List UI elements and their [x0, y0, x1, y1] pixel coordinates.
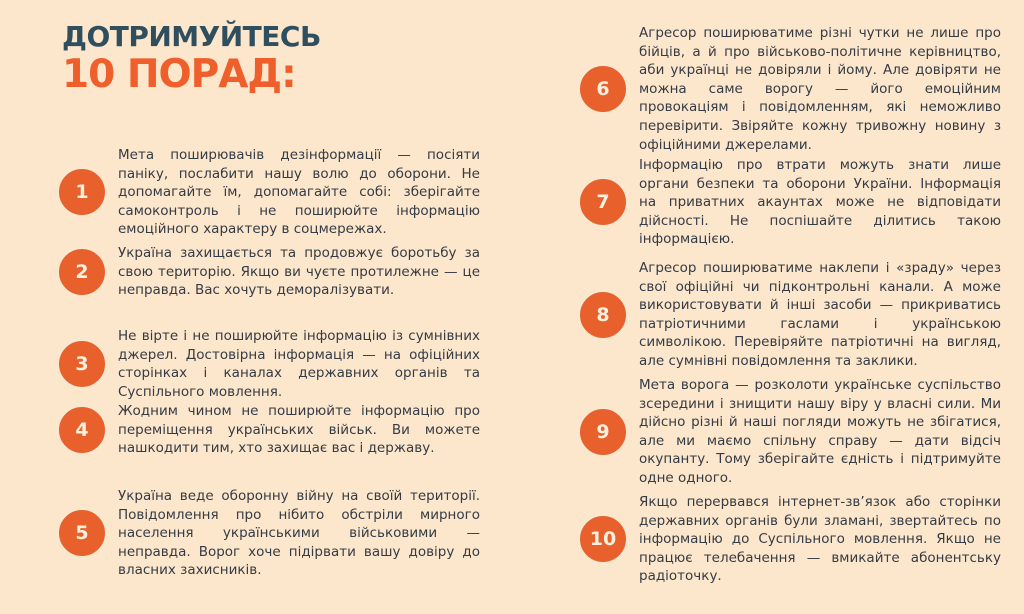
page-subtitle: 10 ПОРАД:	[62, 51, 296, 97]
tip-text: Україна захищається та продовжує боротьбу за свою територію. Якщо ви чуєте протилежне — це неправда. Вас хочуть деморалізувати.	[118, 245, 480, 299]
tip-text: Мета ворога — розколоти українське суспільство зсередини і знищити нашу віру у власні сили. Ми дійсно різні й наші погляди можуть не збігатися, але ми маємо спільну справу — дати відсіч окупанту. Тому зберігайте єдність і підтримуйте одне одного.	[639, 377, 1001, 486]
tip-number: 7	[596, 191, 610, 214]
page-title: ДОТРИМУЙТЕСЬ	[62, 20, 321, 53]
tip-item-5	[57, 487, 480, 580]
tip-text: Не вірте і не поширюйте інформацію із сумнівних джерел. Достовірна інформація — на офіційних сторінках і каналах державних органів та Суспільного мовлення.	[118, 328, 480, 400]
tip-number-badge	[57, 339, 107, 389]
tip-item-10	[578, 493, 1001, 586]
title-block	[62, 22, 321, 96]
tip-text: Агресор поширюватиме наклепи і «зраду» через свої офіційні чи підконтрольні канали. А може використовувати й інші засоби — прикриватись патріотичними гаслами і українською символікою. Перевіряйте патріотичні на вигляд, але сумнівні повідомлення та заклики.	[639, 260, 1001, 369]
tip-number-badge	[57, 508, 107, 558]
tip-number: 3	[75, 353, 89, 376]
tip-number-badge	[578, 290, 628, 340]
tip-text: Якщо перервався інтернет-зв’язок або сторінки державних органів були зламані, звертайтесь по інформацію до Суспільного мовлення. Якщо не працює телебачення — вмикайте абонентську радіоточку.	[639, 494, 1001, 585]
tip-number-badge	[57, 167, 107, 217]
tip-number: 4	[75, 418, 89, 441]
tip-number-badge	[57, 247, 107, 297]
tip-item-4	[57, 402, 480, 458]
tip-item-2	[57, 244, 480, 300]
tip-number-badge	[578, 514, 628, 564]
tip-item-1	[57, 146, 480, 239]
tip-number-badge	[578, 177, 628, 227]
tip-item-3	[57, 327, 480, 401]
tip-text: Агресор поширюватиме різні чутки не лише про бійців, а й про військово-політичне керівництво, аби українці не довіряли і йому. Але довіряти не можна саме ворогу — його емоційним провокаціям і повідомленням, які неможливо перевірити. Звіряйте кожну тривожну новину з офіційними джерелами.	[639, 25, 1001, 153]
tip-item-6	[578, 24, 1001, 154]
tip-number-badge	[578, 64, 628, 114]
tip-item-9	[578, 376, 1001, 488]
tip-number: 6	[596, 78, 610, 101]
tip-number: 5	[75, 522, 89, 545]
tip-number-badge	[578, 407, 628, 457]
tip-item-7	[578, 156, 1001, 249]
tip-text: Інформацію про втрати можуть знати лише органи безпеки та оборони України. Інформація на приватних акаунтах може не відповідати дійсності. Не поспішайте ділитись такою інформацією.	[639, 157, 1001, 248]
tip-item-8	[578, 259, 1001, 371]
tip-text: Мета поширювачів дезінформації — посіяти паніку, послабити нашу волю до оборони. Не допомагайте їм, допомагайте собі: зберігайте самоконтроль і не поширюйте інформацію емоційного характеру в соцмережах.	[118, 147, 480, 238]
tip-text: Україна веде оборонну війну на своїй території. Повідомлення про нібито обстріли мирного населення українськими військовими — неправда. Ворог хоче підірвати вашу довіру до власних захисників.	[118, 488, 480, 579]
tip-number: 8	[596, 303, 610, 326]
tip-number: 1	[75, 181, 89, 204]
tip-number: 10	[589, 528, 617, 551]
tip-text: Жодним чином не поширюйте інформацію про переміщення українських військ. Ви можете нашкодити тим, хто захищає вас і державу.	[118, 403, 480, 457]
tip-number: 9	[596, 420, 610, 443]
tip-number: 2	[75, 260, 89, 283]
tip-number-badge	[57, 405, 107, 455]
